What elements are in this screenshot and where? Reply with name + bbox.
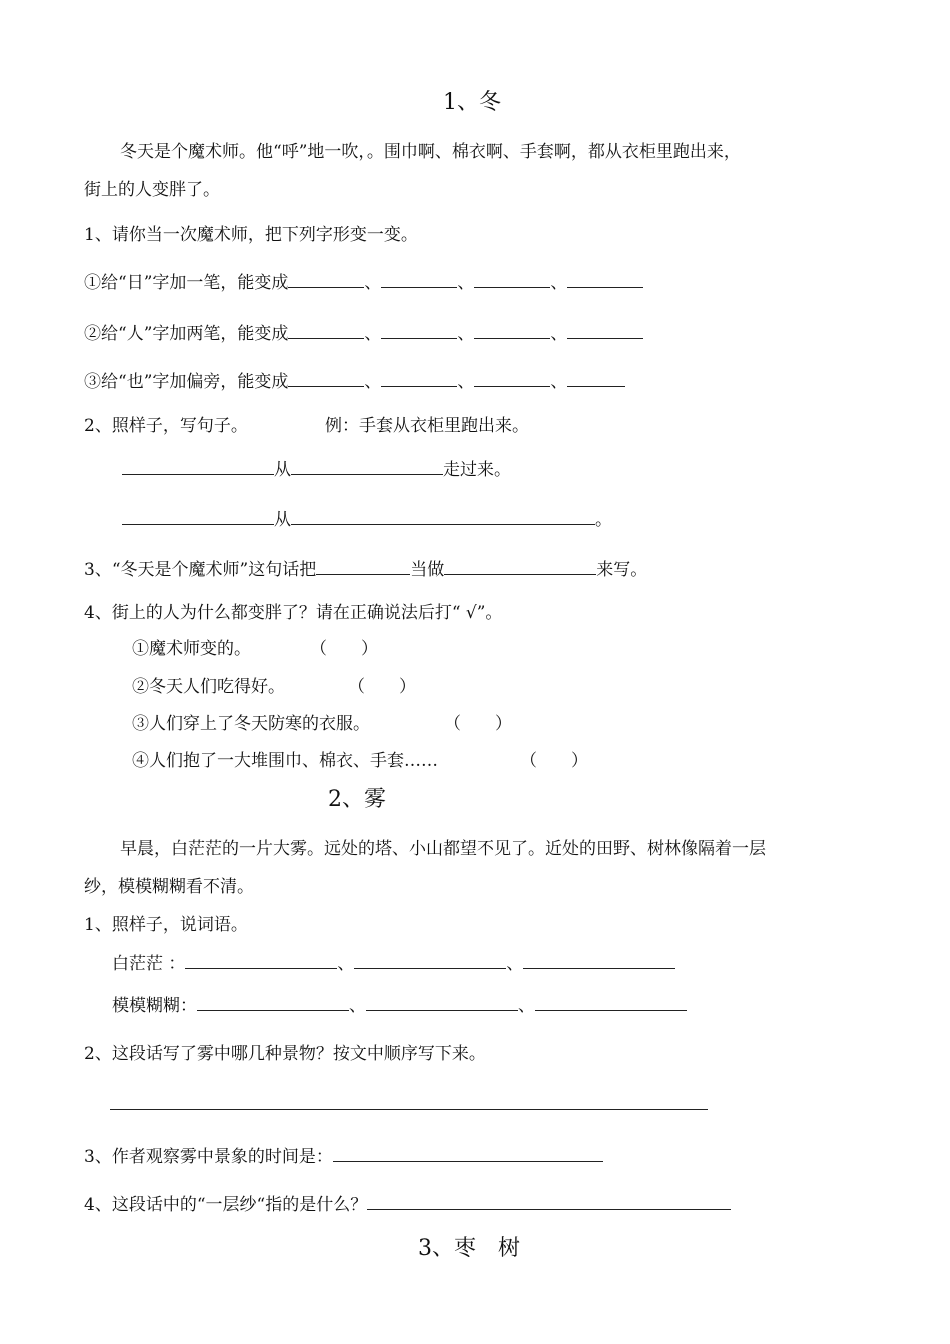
s2-question1: 1、照样子，说词语。 (84, 915, 248, 935)
s1-q1a: ①给“日”字加一笔，能变成 、 、 、 (84, 271, 643, 294)
s2-question3: 3、作者观察雾中景象的时间是： (84, 1145, 603, 1168)
s1-question2: 2、照样子，写句子。 (84, 416, 248, 436)
s1-q2-example: 例：手套从衣柜里跑出来。 (325, 416, 529, 436)
answer-blank[interactable] (288, 322, 364, 339)
answer-blank[interactable] (474, 370, 550, 387)
s1-question1: 1、请你当一次魔术师，把下列字形变一变。 (84, 225, 418, 245)
answer-blank[interactable] (381, 322, 457, 339)
answer-blank[interactable] (288, 370, 364, 387)
section3-title: 3、枣 树 (418, 1236, 520, 1261)
answer-blank[interactable] (291, 508, 595, 525)
answer-blank[interactable] (567, 322, 643, 339)
answer-blank[interactable] (122, 458, 274, 475)
answer-blank[interactable] (567, 370, 625, 387)
answer-blank[interactable] (316, 558, 410, 575)
section2-title: 2、雾 (328, 787, 386, 812)
section2-paragraph-line2: 纱，模模糊糊看不清。 (84, 877, 254, 897)
answer-blank[interactable] (381, 271, 457, 288)
s1-option2-paren[interactable]: （ ） (348, 677, 416, 697)
s1-question4: 4、街上的人为什么都变胖了？请在正确说法后打“ √”。 (84, 603, 503, 623)
s1-option1-paren[interactable]: （ ） (310, 639, 378, 659)
answer-blank[interactable] (354, 952, 506, 969)
s2-question2: 2、这段话写了雾中哪几种景物？按文中顺序写下来。 (84, 1044, 486, 1064)
answer-blank[interactable] (567, 271, 643, 288)
s1-option2: ②冬天人们吃得好。 (132, 677, 285, 697)
answer-blank[interactable] (291, 458, 443, 475)
answer-blank[interactable] (197, 994, 349, 1011)
s1-option3-paren[interactable]: （ ） (444, 714, 512, 734)
s1-question3: 3、“冬天是个魔术师”这句话把 当做 来写。 (84, 560, 648, 580)
section2-paragraph-line1: 早晨，白茫茫的一片大雾。远处的塔、小山都望不见了。近处的田野、树林像隔着一层 (120, 839, 766, 859)
answer-blank[interactable] (122, 508, 274, 525)
answer-blank[interactable] (185, 952, 337, 969)
answer-blank[interactable] (444, 558, 596, 575)
s1-q1b: ②给“人”字加两笔，能变成 、 、 、 (84, 322, 643, 345)
s1-option4-paren[interactable]: （ ） (520, 751, 588, 771)
s1-q2-line2: 从 。 (122, 508, 612, 531)
answer-blank[interactable] (367, 1193, 731, 1210)
s2-q2-answer-line[interactable] (110, 1109, 708, 1110)
answer-blank[interactable] (474, 322, 550, 339)
section1-paragraph-line1: 冬天是个魔术师。他“呼”地一吹，。围巾啊、棉衣啊、手套啊，都从衣柜里跑出来， (120, 142, 741, 162)
section1-paragraph-line2: 街上的人变胖了。 (84, 180, 220, 200)
s1-option3: ③人们穿上了冬天防寒的衣服。 (132, 714, 370, 734)
s1-option1: ①魔术师变的。 (132, 639, 251, 659)
s1-q2-line1: 从 走过来。 (122, 458, 511, 481)
answer-blank[interactable] (535, 994, 687, 1011)
answer-blank[interactable] (381, 370, 457, 387)
s2-words1: 白茫茫 ： 、 、 (112, 952, 675, 975)
answer-blank[interactable] (288, 271, 364, 288)
answer-blank[interactable] (474, 271, 550, 288)
answer-blank[interactable] (523, 952, 675, 969)
s1-option4: ④人们抱了一大堆围巾、棉衣、手套…… (132, 751, 438, 771)
answer-blank[interactable] (366, 994, 518, 1011)
s2-words2: 模模糊糊： 、 、 (112, 994, 687, 1017)
s2-question4: 4、这段话中的“一层纱“指的是什么？ (84, 1193, 731, 1216)
section1-title: 1、冬 (443, 90, 501, 115)
s1-q1c: ③给“也”字加偏旁，能变成 、 、 、 (84, 370, 625, 393)
answer-blank[interactable] (333, 1145, 603, 1162)
